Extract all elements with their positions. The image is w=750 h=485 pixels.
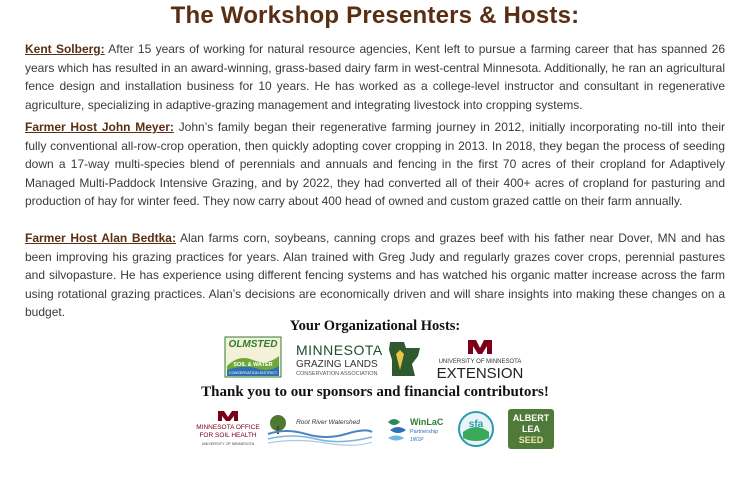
mgl-logo-line1: MINNESOTA xyxy=(296,342,383,358)
host-bio-text: Alan farms corn, soybeans, canning crops and grazes beef with his father near Dover, MN and has been improving his grazing practices for years. Alan trained with Greg Judy and regularly grazes cover crops, perennial pastures and silvopasture. He has experience using different fencing systems and has watched his organic matter increase across the farm using rotational grazing practices. Alan’s decisions are economically driven and will share insights into making these changes on a budget. xyxy=(25,231,725,319)
presenter-bio-kent xyxy=(25,40,725,114)
host-bio-alan xyxy=(25,229,725,322)
mgl-logo-line2: GRAZING LANDS xyxy=(296,359,378,370)
page-title: The Workshop Presenters & Hosts: xyxy=(170,2,580,29)
presenter-name: Kent Solberg: xyxy=(25,42,105,56)
host-name: Farmer Host Alan Bedtka: xyxy=(25,231,176,245)
winlac-logo-line3: 1W1P xyxy=(410,437,424,443)
umn-logo-line1: UNIVERSITY OF MINNESOTA xyxy=(438,359,522,365)
mosh-logo-line2: FOR SOIL HEALTH xyxy=(199,432,257,439)
sfa-logo-text: sfa xyxy=(468,419,484,430)
albert-lea-logo-line3: SEED xyxy=(518,435,544,445)
umn-logo-line2: EXTENSION xyxy=(436,365,524,382)
presenter-bio-text: After 15 years of working for natural resource agencies, Kent left to pursue a farming career that has spanned 26 years which has resulted in an award-winning, grass-based dairy farm in west-central Minnesota. Additionally, he ran an agricultural fence design and installation business for 10 years. He has worked as a college-level instructor and consultant in regenerative agriculture, specializing in adaptive-grazing management and integrating livestock into cropping systems. xyxy=(25,42,725,112)
olmsted-logo-line3: CONSERVATION DISTRICT xyxy=(228,371,278,375)
albert-lea-logo-line2: LEA xyxy=(522,424,540,434)
albert-lea-seed-logo xyxy=(508,409,554,449)
winlac-partnership-logo xyxy=(386,414,444,444)
olmsted-logo-line2: SOIL & WATER xyxy=(233,362,273,368)
umn-extension-logo xyxy=(434,338,526,382)
minnesota-grazing-lands-logo xyxy=(294,340,424,380)
olmsted-swcd-logo xyxy=(224,336,282,378)
mosh-logo-line1: MINNESOTA OFFICE xyxy=(196,424,260,431)
winlac-logo-line1: WinLaC xyxy=(410,417,444,427)
mgl-logo-line3: CONSERVATION ASSOCIATION xyxy=(296,371,378,377)
sfa-logo xyxy=(457,410,495,448)
minnesota-office-for-soil-health-logo xyxy=(196,410,260,448)
host-name: Farmer Host John Meyer: xyxy=(25,120,174,134)
host-bio-text: John’s family began their regenerative farming journey in 2012, initially incorporating no-till into their fully conventional all-row-crop operation, then quickly adopting cover cropping in 2013. In 2018, they began the process of seeding down a 17-way multi-species blend of perennials and annuals and fencing in the first 70 acres of their cropland for Adaptively Managed Multi-Paddock Intensive Grazing, and by 2022, they had converted all of their 400+ acres of cropland for pasturing and production of hay for winter feed. They now carry about 400 head of owned and custom grazed cattle on their farm annually. xyxy=(25,120,725,208)
albert-lea-logo-line1: ALBERT xyxy=(512,413,550,423)
root-river-logo-text: Root River Watershed xyxy=(296,419,360,426)
winlac-logo-line2: Partnership xyxy=(410,429,439,435)
root-river-watershed-logo xyxy=(266,414,374,446)
sponsors-thank-you-heading: Thank you to our sponsors and financial contributors! xyxy=(201,384,549,400)
mosh-logo-line3: UNIVERSITY OF MINNESOTA xyxy=(201,442,255,446)
olmsted-logo-name: OLMSTED xyxy=(228,339,278,350)
organizational-hosts-heading: Your Organizational Hosts: xyxy=(289,318,461,334)
host-bio-john xyxy=(25,118,725,211)
